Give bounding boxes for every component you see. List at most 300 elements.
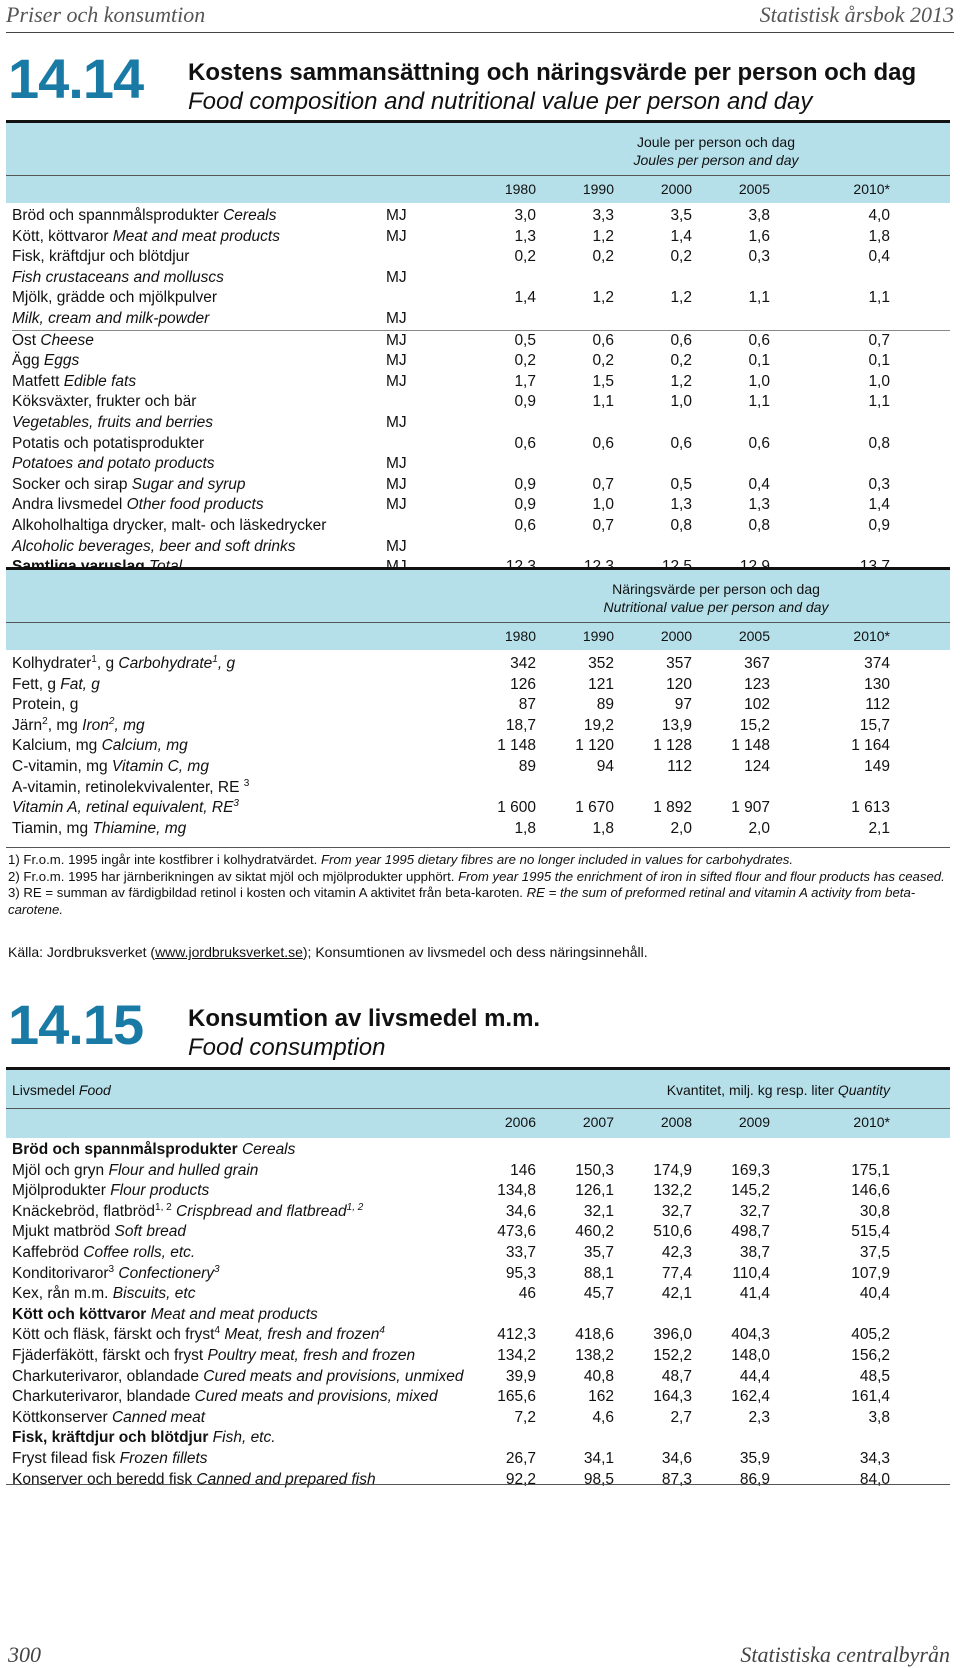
row-label: Matfett Edible fats: [12, 372, 137, 390]
cell-value: 134,8: [497, 1182, 536, 1200]
row-label: Milk, cream and milk-powder: [12, 309, 210, 327]
table-row: [12, 1305, 950, 1326]
cell-value: 126: [510, 675, 536, 693]
table-title: [188, 1004, 540, 1062]
unit-label: MJ: [386, 309, 407, 327]
cell-value: 26,7: [505, 1449, 536, 1467]
table-bottom-rule: [6, 847, 950, 848]
cell-value: 94: [596, 757, 614, 775]
title-swedish: Kostens sammansättning och näringsvärde per person och dag: [188, 59, 917, 86]
row-label: Mjölk, grädde och mjölkpulver: [12, 289, 218, 307]
row-label: Fish crustaceans and molluscs: [12, 268, 224, 286]
row-label: Järn$^2$, mg Iron$^2$, mg: [12, 715, 145, 734]
cell-value: 112: [865, 696, 890, 714]
row-label: Socker och sirap Sugar and syrup: [12, 475, 246, 493]
row-label: Mjölprodukter Flour products: [12, 1182, 210, 1200]
year-header: 2005: [738, 181, 770, 197]
table-row: [12, 351, 950, 372]
unit-label: MJ: [386, 227, 407, 245]
cell-value: 2,0: [670, 819, 692, 837]
table-row: [12, 1367, 950, 1388]
cell-value: 1 128: [653, 737, 692, 755]
cell-value: 498,7: [731, 1223, 770, 1241]
cell-value: 0,2: [514, 352, 536, 370]
cell-value: 40,8: [583, 1367, 614, 1385]
cell-value: 34,3: [859, 1449, 890, 1467]
cell-value: 84,0: [859, 1470, 890, 1488]
cell-value: 87,3: [661, 1470, 692, 1488]
cell-value: 0,6: [514, 434, 536, 452]
cell-value: 1,8: [868, 227, 890, 245]
cell-value: 1 670: [575, 799, 614, 817]
row-label: Köttkonserver Canned meat: [12, 1408, 205, 1426]
year-header: 2009: [738, 1114, 770, 1130]
unit-label: MJ: [386, 496, 407, 514]
cell-value: 1,5: [592, 372, 614, 390]
cell-value: 32,1: [583, 1202, 614, 1220]
cell-value: 7,2: [514, 1408, 536, 1426]
unit-label: MJ: [386, 413, 407, 431]
row-label: Fisk, kräftdjur och blötdjur Fish, etc.: [12, 1429, 276, 1447]
cell-value: 48,7: [661, 1367, 692, 1385]
row-label: Kalcium, mg Calcium, mg: [12, 737, 188, 755]
row-label: Fjäderfäkött, färskt och fryst Poultry meat, fresh and frozen: [12, 1346, 416, 1364]
year-header: 1980: [504, 628, 536, 644]
table-row: [12, 495, 950, 516]
cell-value: 37,5: [859, 1243, 890, 1261]
table-title: [188, 58, 916, 116]
row-label: Kolhydrater$^1$, g Carbohydrate$^1$, g: [12, 654, 236, 672]
cell-value: 0,3: [868, 475, 890, 493]
row-label: Fett, g Fat, g: [12, 675, 100, 693]
cell-value: 367: [744, 655, 770, 672]
cell-value: 1 164: [851, 737, 890, 755]
cell-value: 150,3: [575, 1161, 614, 1179]
cell-value: 130: [864, 675, 890, 693]
cell-value: 0,6: [670, 434, 692, 452]
cell-value: 0,9: [868, 516, 890, 534]
row-label: Mjöl och gryn Flour and hulled grain: [12, 1161, 259, 1179]
year-header: 1990: [582, 181, 614, 197]
row-label: Konserver och beredd fisk Canned and prepared fish: [12, 1470, 376, 1488]
cell-value: 1,0: [592, 496, 614, 514]
table-row: [12, 1140, 950, 1161]
cell-value: 126,1: [575, 1182, 614, 1200]
cell-value: 396,0: [653, 1326, 692, 1344]
cell-value: 89: [518, 757, 536, 775]
table-row: [12, 475, 950, 496]
cell-value: 1,4: [670, 227, 692, 245]
cell-value: 120: [666, 675, 692, 693]
row-label: Fryst filead fisk Frozen fillets: [12, 1449, 208, 1467]
row-label: Ägg Eggs: [12, 352, 80, 370]
row-label: Bröd och spannmålsprodukter Cereals: [12, 207, 277, 224]
unit-label: MJ: [386, 455, 407, 473]
cell-value: 1,1: [868, 289, 890, 307]
cell-value: 146: [510, 1161, 536, 1179]
table-row: [12, 798, 950, 819]
table-row: [12, 1449, 950, 1470]
cell-value: 1,1: [748, 289, 770, 307]
table-row: [12, 1202, 950, 1223]
cell-value: 0,6: [748, 434, 770, 452]
cell-value: 1,6: [748, 227, 770, 245]
cell-value: 0,7: [592, 475, 614, 493]
table-header-nutrition: [6, 567, 950, 650]
cell-value: 148,0: [731, 1346, 770, 1364]
footnote: 2) Fr.o.m. 1995 har järnberikningen av siktat mjöl och mjölprodukter upphört. From year 1995 the enrichment of iron in sifted flour and flour products has ceased.: [8, 868, 945, 884]
table-row: [12, 757, 950, 778]
row-label: Konditorivaror$^3$ Confectionery$^3$: [12, 1263, 220, 1282]
table-row: [12, 1387, 950, 1408]
cell-value: 121: [588, 675, 614, 693]
cell-value: 0,2: [670, 248, 692, 266]
cell-value: 15,7: [859, 716, 890, 734]
table-row: [12, 778, 950, 799]
year-header: 1980: [504, 181, 536, 197]
row-label: Knäckebröd, flatbröd$^{1, 2}$ Crispbread and flatbread$^{1, 2}$: [12, 1201, 364, 1220]
title-english: Food composition and nutritional value per person and day: [188, 88, 813, 115]
running-header: [6, 0, 954, 33]
cell-value: 134,2: [497, 1346, 536, 1364]
cell-value: 107,9: [851, 1264, 890, 1282]
table-row: [12, 227, 950, 248]
cell-value: 34,6: [505, 1202, 536, 1220]
cell-value: 138,2: [575, 1346, 614, 1364]
table-bottom-rule: [6, 1484, 950, 1485]
cell-value: 3,3: [592, 207, 614, 224]
cell-value: 33,7: [505, 1243, 536, 1261]
table-row: [12, 1325, 950, 1346]
source-note: Källa: Jordbruksverket (www.jordbruksverket.se); Konsumtionen av livsmedel och dess näringsinnehåll.: [8, 944, 648, 960]
cell-value: 4,6: [592, 1408, 614, 1426]
publication-name: Statistisk årsbok 2013: [759, 2, 954, 27]
table-row: [12, 736, 950, 757]
year-header-row: [6, 622, 950, 649]
cell-value: 460,2: [575, 1223, 614, 1241]
row-label: Kött och köttvaror Meat and meat products: [12, 1305, 318, 1323]
row-label: Kött och fläsk, färskt och fryst$^4$ Meat, fresh and frozen$^4$: [12, 1325, 385, 1344]
cell-value: 0,1: [748, 352, 770, 370]
publisher-name: Statistiska centralbyrån: [740, 1642, 950, 1667]
row-label: Potatis och potatisprodukter: [12, 434, 205, 452]
cell-value: 19,2: [583, 716, 614, 734]
cell-value: 1,3: [670, 496, 692, 514]
unit-label: MJ: [386, 372, 407, 390]
cell-value: 0,6: [748, 331, 770, 349]
cell-value: 98,5: [583, 1470, 614, 1488]
row-label: A-vitamin, retinolekvivalenter, RE $^3$: [12, 777, 250, 796]
cell-value: 1,2: [670, 372, 692, 390]
year-header: 2006: [504, 1114, 536, 1130]
source-link[interactable]: www.jordbruksverket.se: [155, 944, 303, 960]
cell-value: 0,7: [868, 331, 890, 349]
table-row: [12, 819, 950, 840]
year-header: 2008: [660, 1114, 692, 1130]
year-header: 2007: [582, 1114, 614, 1130]
cell-value: 0,2: [592, 248, 614, 266]
cell-value: 169,3: [731, 1161, 770, 1179]
cell-value: 1,8: [592, 819, 614, 837]
cell-value: 0,2: [670, 352, 692, 370]
row-label: Andra livsmedel Other food products: [12, 496, 264, 514]
row-label: Fisk, kräftdjur och blötdjur: [12, 248, 190, 266]
cell-value: 0,6: [514, 516, 536, 534]
cell-value: 34,1: [583, 1449, 614, 1467]
cell-value: 0,5: [514, 331, 536, 349]
cell-value: 38,7: [739, 1243, 770, 1261]
cell-value: 77,4: [661, 1264, 692, 1282]
footnote: 3) RE = summan av färdigbildad retinol i kosten och vitamin A aktivitet från beta-karoten. RE = the sum of preformed retinal and vitamin A activity from beta-carotene.: [8, 885, 916, 917]
cell-value: 112: [667, 757, 692, 775]
table-row: [12, 1243, 950, 1264]
table-row: [12, 1408, 950, 1429]
cell-value: 35,7: [583, 1243, 614, 1261]
cell-value: 1,7: [514, 372, 536, 390]
row-label: Kaffebröd Coffee rolls, etc.: [12, 1243, 196, 1261]
cell-value: 0,4: [868, 248, 890, 266]
cell-value: 86,9: [739, 1470, 770, 1488]
caption-swedish: Joule per person och dag: [637, 134, 795, 150]
cell-value: 97: [674, 696, 692, 714]
cell-value: 1 907: [731, 799, 770, 817]
unit-label: MJ: [386, 331, 407, 349]
unit-label: MJ: [386, 207, 407, 224]
title-swedish: Konsumtion av livsmedel m.m.: [188, 1005, 541, 1032]
cell-value: 92,2: [505, 1470, 536, 1488]
row-label: Vegetables, fruits and berries: [12, 413, 214, 431]
table-row: [12, 695, 950, 716]
table-row: [12, 1222, 950, 1243]
cell-value: 1 148: [731, 737, 770, 755]
energy-rows: [12, 206, 950, 578]
cell-value: 3,8: [748, 207, 770, 224]
energy-caption: [566, 133, 866, 169]
caption-english: Nutritional value per person and day: [603, 599, 829, 615]
nutrition-caption: [536, 580, 896, 616]
table-row: [12, 1428, 950, 1449]
cell-value: 42,1: [661, 1285, 692, 1303]
table-row: [12, 413, 950, 434]
footnotes: [8, 852, 948, 918]
row-label: Mjukt matbröd Soft bread: [12, 1223, 187, 1241]
table-row: [12, 309, 950, 331]
unit-label: MJ: [386, 352, 407, 370]
year-header: 2005: [738, 628, 770, 644]
table-header-consumption: [6, 1067, 950, 1138]
cell-value: 515,4: [851, 1223, 890, 1241]
row-label: Bröd och spannmålsprodukter Cereals: [12, 1141, 296, 1158]
table-row: [12, 1346, 950, 1367]
table-row: [12, 516, 950, 537]
row-label: C-vitamin, mg Vitamin C, mg: [12, 757, 209, 775]
table-number: 14.14: [8, 47, 144, 110]
title-english: Food consumption: [188, 1034, 386, 1061]
cell-value: 352: [588, 655, 614, 672]
cell-value: 1,8: [514, 819, 536, 837]
cell-value: 110,4: [732, 1264, 770, 1282]
cell-value: 35,9: [739, 1449, 770, 1467]
cell-value: 162,4: [731, 1388, 770, 1406]
table-row: [12, 331, 950, 352]
quantity-caption: Kvantitet, milj. kg resp. liter Quantity: [666, 1082, 890, 1098]
cell-value: 124: [744, 757, 770, 775]
year-header: 2010*: [853, 181, 890, 197]
cell-value: 32,7: [739, 1202, 770, 1220]
cell-value: 34,6: [661, 1449, 692, 1467]
table-row: [12, 654, 950, 675]
cell-value: 0,1: [868, 352, 890, 370]
cell-value: 2,1: [868, 819, 890, 837]
cell-value: 405,2: [851, 1326, 890, 1344]
cell-value: 473,6: [497, 1223, 536, 1241]
cell-value: 1,0: [868, 372, 890, 390]
cell-value: 165,6: [497, 1388, 536, 1406]
cell-value: 0,2: [592, 352, 614, 370]
cell-value: 48,5: [859, 1367, 890, 1385]
cell-value: 1 600: [497, 799, 536, 817]
cell-value: 149: [864, 757, 890, 775]
cell-value: 0,8: [868, 434, 890, 452]
cell-value: 46: [518, 1285, 536, 1303]
cell-value: 1,0: [748, 372, 770, 390]
row-label: Kött, köttvaror Meat and meat products: [12, 227, 280, 245]
cell-value: 175,1: [851, 1161, 890, 1179]
cell-value: 2,3: [748, 1408, 770, 1426]
cell-value: 1,3: [514, 227, 536, 245]
cell-value: 0,6: [592, 434, 614, 452]
cell-value: 3,0: [514, 207, 536, 224]
cell-value: 510,6: [653, 1223, 692, 1241]
unit-label: MJ: [386, 537, 407, 555]
cell-value: 0,8: [748, 516, 770, 534]
cell-value: 41,4: [739, 1285, 770, 1303]
table-row: [12, 372, 950, 393]
cell-value: 1 120: [575, 737, 614, 755]
cell-value: 45,7: [583, 1285, 614, 1303]
cell-value: 13,9: [661, 716, 692, 734]
row-label: Vitamin A, retinal equivalent, $RE^3$: [12, 798, 239, 817]
cell-value: 404,3: [731, 1326, 770, 1344]
table-row: [12, 675, 950, 696]
cell-value: 0,3: [748, 248, 770, 266]
cell-value: 164,3: [653, 1388, 692, 1406]
cell-value: 162: [588, 1388, 614, 1406]
cell-value: 0,9: [514, 496, 536, 514]
cell-value: 1,0: [670, 393, 692, 411]
cell-value: 1 613: [851, 799, 890, 817]
table-row: [12, 206, 950, 227]
row-label: Tiamin, mg Thiamine, mg: [12, 819, 187, 837]
nutrition-rows: [12, 654, 950, 839]
table-row: [12, 1264, 950, 1285]
table-row: [12, 1181, 950, 1202]
table-row: [12, 537, 950, 558]
caption-english: Joules per person and day: [633, 152, 799, 168]
cell-value: 156,2: [851, 1346, 890, 1364]
table-row: [12, 1161, 950, 1182]
unit-label: MJ: [386, 475, 407, 493]
cell-value: 30,8: [859, 1202, 890, 1220]
cell-value: 418,6: [575, 1326, 614, 1344]
table-row: [12, 1284, 950, 1305]
year-header: 1990: [582, 628, 614, 644]
cell-value: 146,6: [851, 1182, 890, 1200]
cell-value: 0,9: [514, 475, 536, 493]
cell-value: 0,9: [514, 393, 536, 411]
cell-value: 132,2: [653, 1182, 692, 1200]
cell-value: 1,4: [514, 289, 536, 307]
cell-value: 102: [744, 696, 770, 714]
cell-value: 412,3: [497, 1326, 536, 1344]
table-header-energy: [6, 120, 950, 203]
cell-value: 2,7: [670, 1408, 692, 1426]
caption-swedish: Näringsvärde per person och dag: [612, 581, 820, 597]
cell-value: 0,6: [670, 331, 692, 349]
cell-value: 95,3: [505, 1264, 536, 1282]
cell-value: 152,2: [653, 1346, 692, 1364]
year-header: 2000: [660, 181, 692, 197]
year-header-row: [6, 175, 950, 202]
cell-value: 0,7: [592, 516, 614, 534]
footnote: 1) Fr.o.m. 1995 ingår inte kostfibrer i kolhydratvärdet. From year 1995 dietary fibres are no longer included in values for carbohydrates.: [8, 852, 794, 867]
cell-value: 44,4: [739, 1367, 770, 1385]
table-row: [12, 434, 950, 455]
cell-value: 3,5: [670, 207, 692, 224]
cell-value: 1,4: [868, 496, 890, 514]
row-label: Charkuterivaror, oblandade Cured meats and provisions, unmixed: [12, 1367, 464, 1385]
unit-label: MJ: [386, 268, 407, 286]
cell-value: 18,7: [505, 716, 536, 734]
table-row: [12, 716, 950, 737]
cell-value: 1,3: [748, 496, 770, 514]
cell-value: 87: [518, 696, 536, 714]
cell-value: 1,1: [592, 393, 614, 411]
cell-value: 145,2: [731, 1182, 770, 1200]
cell-value: 374: [864, 655, 890, 672]
cell-value: 342: [510, 655, 536, 672]
row-label: Alcoholic beverages, beer and soft drinks: [12, 537, 296, 555]
cell-value: 1,2: [592, 227, 614, 245]
year-header: 2000: [660, 628, 692, 644]
cell-value: 0,8: [670, 516, 692, 534]
page-number: 300: [8, 1642, 41, 1667]
cell-value: 123: [744, 675, 770, 693]
table-row: [12, 454, 950, 475]
cell-value: 0,6: [592, 331, 614, 349]
cell-value: 0,5: [670, 475, 692, 493]
column-header-food: Livsmedel Food: [12, 1082, 111, 1098]
year-header-row: [6, 1108, 950, 1135]
year-header: 2010*: [853, 628, 890, 644]
table-row: [12, 392, 950, 413]
cell-value: 39,9: [505, 1367, 536, 1385]
cell-value: 174,9: [653, 1161, 692, 1179]
cell-value: 1 148: [497, 737, 536, 755]
cell-value: 1,1: [748, 393, 770, 411]
row-label: Protein, g: [12, 696, 79, 714]
row-label: Kex, rån m.m. Biscuits, etc: [12, 1285, 196, 1303]
cell-value: 161,4: [851, 1388, 890, 1406]
table-row: [12, 247, 950, 268]
row-label: Charkuterivaror, blandade Cured meats and provisions, mixed: [12, 1388, 438, 1406]
table-row: [12, 268, 950, 289]
cell-value: 32,7: [661, 1202, 692, 1220]
cell-value: 357: [666, 655, 692, 672]
table-number: 14.15: [8, 993, 144, 1056]
cell-value: 0,2: [514, 248, 536, 266]
cell-value: 1,2: [592, 289, 614, 307]
